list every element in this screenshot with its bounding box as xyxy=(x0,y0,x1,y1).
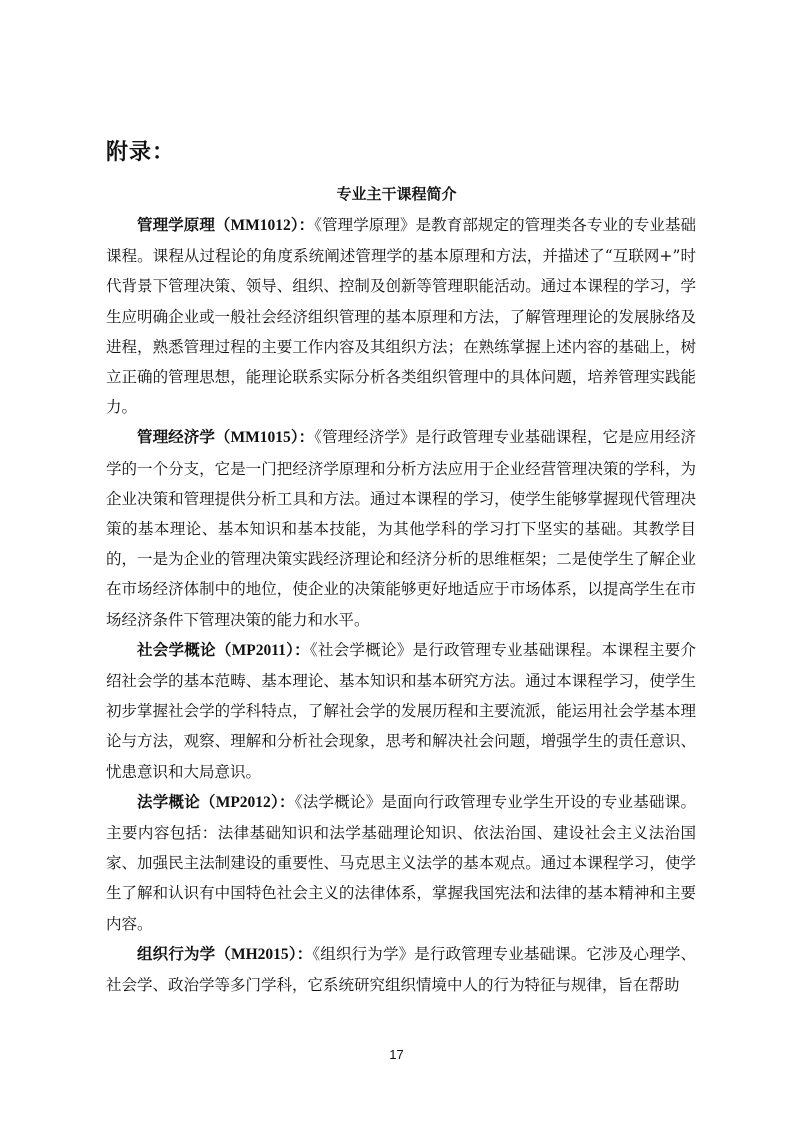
course-code: （MH2015）： xyxy=(215,945,313,963)
course-list xyxy=(106,210,696,1000)
course-name: 管理学原理 xyxy=(137,216,215,234)
course-description: 《管理学原理》是教育部规定的管理类各专业的专业基础课程。课程从过程论的角度系统阐述管理学的基本原理和方法，并描述了“互联网+”时代背景下管理决策、领导、组织、控制及创新等管理职能活动。通过本课程的学习，学生应明确企业或一般社会经济组织管理的基本原理和方法，了解管理理论的发展脉络及进程，熟悉管理过程的主要工作内容及其组织方法；在熟练掌握上述内容的基础上，树立正确的管理思想，能理论联系实际分析各类组织管理中的具体问题，培养管理实践能力。 xyxy=(106,216,696,417)
course-name: 法学概论 xyxy=(137,792,200,811)
course-name: 组织行为学 xyxy=(137,944,216,963)
course-code: （MP2011）： xyxy=(215,641,310,659)
course-code: （MP2012）： xyxy=(199,793,295,811)
course-paragraph-sociology xyxy=(106,635,696,787)
course-code: （MM1012）： xyxy=(214,217,315,234)
course-paragraph-law xyxy=(106,787,696,939)
course-description: 《管理经济学》是行政管理专业基础课程，它是应用经济学的一个分支，它是一门把经济学原理和分析方法应用于企业经营管理决策的学科，为企业决策和管理提供分析工具和方法。通过本课程的学习，使学生能够掌握现代管理决策的基本理论、基本知识和基本技能，为其他学科的学习打下坚实的基础。其教学目的，一是为企业的管理决策实践经济理论和经济分析的思维框架；二是使学生了解企业在市场经济体制中的地位，使企业的决策能够更好地适应于市场体系，以提高学生在市场经济条件下管理决策的能力和水平。 xyxy=(106,428,696,629)
course-description: 《法学概论》是面向行政管理专业学生开设的专业基础课。主要内容包括：法律基础知识和法学基础理论知识、依法治国、建设社会主义法治国家、加强民主法制建设的重要性、马克思主义法学的基本观点。通过本课程学习，使学生了解和认识有中国特色社会主义的法律体系，掌握我国宪法和法律的基本精神和主要内容。 xyxy=(106,792,696,933)
course-name: 管理经济学 xyxy=(137,428,215,447)
course-code: （MM1015）： xyxy=(214,429,315,447)
course-name: 社会学概论 xyxy=(137,640,216,659)
section-title: 专业主干课程简介 xyxy=(336,185,457,203)
page-number: 17 xyxy=(389,1047,404,1062)
appendix-heading: 附录： xyxy=(106,140,176,165)
course-paragraph-management-principles xyxy=(106,210,696,422)
course-description: 《组织行为学》是行政管理专业基础课。它涉及心理学、社会学、政治学等多门学科，它系统研究组织情境中人的行为特征与规律，旨在帮助 xyxy=(106,944,696,995)
course-paragraph-managerial-economics xyxy=(106,422,696,634)
course-description: 《社会学概论》是行政管理专业基础课程。本课程主要介绍社会学的基本范畴、基本理论、基本知识和基本研究方法。通过本课程学习，使学生初步掌握社会学的学科特点，了解社会学的发展历程和主要流派，能运用社会学基本理论与方法，观察、理解和分析社会现象，思考和解决社会问题，增强学生的责任意识、忧患意识和大局意识。 xyxy=(106,640,696,781)
course-paragraph-organizational-behavior xyxy=(106,939,696,1000)
